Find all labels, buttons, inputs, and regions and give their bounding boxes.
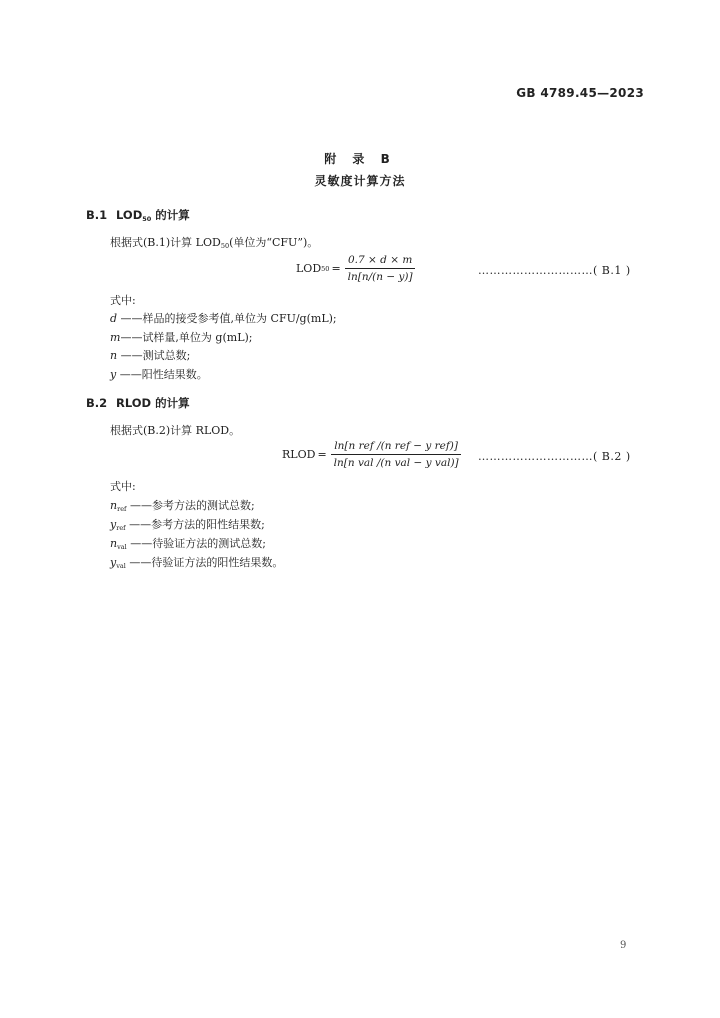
formula-b1 [296, 254, 416, 283]
formula-b1-lhs-sub: 50 [321, 264, 330, 273]
intro-pre: 根据式(B.1)计算 LOD [110, 236, 221, 249]
def-symbol: m [110, 331, 121, 344]
section-b2-number: B.2 [86, 396, 108, 410]
intro-sub: 50 [220, 242, 230, 250]
def-symbol: y [110, 518, 117, 531]
section-b1-where: 式中: [110, 294, 136, 307]
formula-b2-denominator: ln[n val /(n val − y val)] [333, 457, 459, 469]
def-b1-d [110, 310, 337, 326]
formula-b1-denominator: ln[n/(n − y)] [347, 271, 413, 283]
section-b2-where: 式中: [110, 480, 136, 493]
formula-b2-eq: = [317, 448, 327, 461]
def-text: ——阳性结果数。 [116, 368, 208, 381]
section-b2-intro: 根据式(B.2)计算 RLOD。 [110, 424, 241, 437]
def-text: ——试样量,单位为 g(mL); [120, 331, 253, 344]
appendix-title: 灵敏度计算方法 [314, 174, 406, 188]
section-b1-title-pre: LOD [116, 208, 143, 222]
def-symbol: d [110, 312, 118, 325]
standard-id: GB 4789.45—2023 [516, 86, 644, 100]
formula-b1-number: …………………………( B.1 ) [478, 264, 631, 277]
def-text: ——待验证方法的测试总数; [126, 537, 266, 550]
formula-b2-number: …………………………( B.2 ) [478, 450, 631, 463]
def-b1-y [110, 366, 208, 382]
def-text: ——测试总数; [117, 349, 191, 362]
section-b1-heading [86, 207, 190, 223]
def-text: ——参考方法的测试总数; [126, 499, 255, 512]
formula-b2-numerator: ln[n ref /(n ref − y ref)] [331, 440, 461, 455]
section-b1-title-sub: 50 [142, 215, 152, 223]
def-symbol: y [110, 556, 117, 569]
def-b1-n [110, 347, 190, 363]
section-b1-number: B.1 [86, 208, 108, 222]
def-subscript: ref [117, 505, 127, 513]
def-b2-yval [110, 554, 283, 570]
section-b1-intro [110, 234, 318, 250]
def-b2-nref [110, 497, 255, 513]
def-text: ——待验证方法的阳性结果数。 [125, 556, 284, 569]
def-symbol: n [110, 499, 118, 512]
formula-b2-fraction [331, 440, 462, 469]
def-b1-m [110, 329, 253, 345]
section-b2-heading [86, 395, 190, 411]
def-b2-nval [110, 535, 266, 551]
def-text: ——参考方法的阳性结果数; [125, 518, 265, 531]
def-text: ——样品的接受参考值,单位为 CFU/g(mL); [117, 312, 337, 325]
formula-b1-lhs: LOD [296, 262, 322, 275]
section-b1-title-post: 的计算 [151, 208, 190, 222]
page-number: 9 [620, 940, 627, 951]
formula-b2 [282, 440, 462, 469]
def-b2-yref [110, 516, 265, 532]
def-symbol: n [110, 537, 118, 550]
def-subscript: val [116, 562, 126, 570]
def-subscript: ref [116, 524, 126, 532]
def-symbol: n [110, 349, 118, 362]
intro-post: (单位为“CFU”)。 [229, 236, 319, 249]
formula-b1-fraction [345, 254, 416, 283]
def-subscript: val [117, 543, 127, 551]
def-symbol: y [110, 368, 117, 381]
section-b2-title: RLOD 的计算 [116, 396, 190, 410]
appendix-label: 附 录 B [324, 152, 396, 166]
formula-b1-eq: = [331, 262, 341, 275]
formula-b1-numerator: 0.7 × d × m [345, 254, 415, 269]
formula-b2-lhs: RLOD [282, 448, 316, 461]
